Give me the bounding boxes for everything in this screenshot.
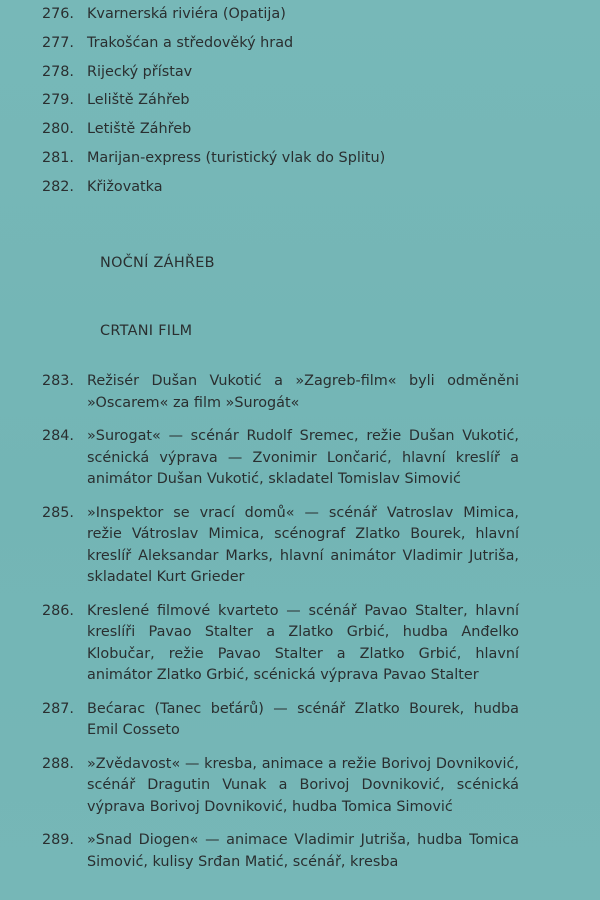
entry-text: Bećarac (Tanec beťárů) — scénář Zlatko Bourek, hudba Emil Cosseto — [87, 700, 519, 738]
list-item — [0, 371, 600, 414]
entry-number: 286. — [41, 602, 74, 619]
list-item — [0, 503, 600, 589]
list-item — [0, 62, 600, 84]
entry-text: »Surogat« — scénár Rudolf Sremec, režie Dušan Vukotić, scénická výprava — Zvonimir Lončarić, hlavní kreslíř a animátor Dušan Vukotić, skladatel Tomislav Simović — [87, 428, 519, 487]
list-item — [0, 699, 600, 742]
list-item — [0, 33, 600, 55]
entry-text: Trakošćan a středověký hrad — [87, 34, 294, 51]
list-item — [0, 148, 600, 170]
entry-text: Kreslené filmové kvarteto — scénář Pavao Stalter, hlavní kreslíři Pavao Stalter a Zlatko Grbić, hudba Anđelko Klobučar, režie Pavao Stalter a Zlatko Grbić, hlavní animátor Zlatko Grbić, scénická výprava Pavao Stalter — [87, 602, 519, 683]
section-heading-night: NOČNÍ ZÁHŘEB — [100, 255, 215, 271]
entry-text: Leliště Záhřeb — [87, 92, 190, 109]
entry-number: 288. — [41, 755, 74, 772]
entry-number: 279. — [41, 92, 74, 109]
entry-text: »Snad Diogen« — animace Vladimir Jutriša, hudba Tomica Simović, kulisy Srđan Matić, scénář, kresba — [87, 832, 519, 870]
list-item — [0, 754, 600, 819]
entry-list-top — [0, 4, 600, 206]
entry-text: Křižovatka — [87, 178, 163, 195]
list-item — [0, 90, 600, 112]
entry-number: 284. — [41, 428, 74, 444]
entry-text: Marijan-express (turistický vlak do Splitu) — [87, 149, 386, 166]
list-item — [0, 426, 600, 491]
entry-text: »Zvědavost« — kresba, animace a režie Borivoj Dovniković, scénář Dragutin Vunak a Borivoj Dovniković, scénická výprava Borivoj Dovniković, hudba Tomica Simović — [87, 755, 519, 815]
entry-number: 282. — [41, 178, 74, 195]
entry-number: 285. — [41, 504, 74, 521]
list-item — [0, 830, 600, 873]
entry-text: Kvarnerská riviéra (Opatija) — [87, 6, 286, 22]
entry-number: 281. — [41, 149, 74, 166]
entry-text: Rijecký přístav — [87, 63, 193, 80]
list-item — [0, 4, 600, 26]
entry-number: 283. — [41, 373, 74, 389]
section-heading-film: CRTANI FILM — [100, 323, 193, 339]
list-item — [0, 119, 600, 141]
list-item — [0, 177, 600, 199]
entry-text: Režisér Dušan Vukotić a »Zagreb-film« byli odměněni »Oscarem« za film »Surogát« — [87, 373, 519, 411]
entry-text: »Inspektor se vrací domů« — scénář Vatroslav Mimica, režie Vátroslav Mimica, scénograf Zlatko Bourek, hlavní kreslíř Aleksandar Marks, hlavní animátor Vladimir Jutriša, skladatel Kurt Grieder — [87, 504, 519, 585]
entry-number: 276. — [41, 6, 74, 22]
entry-number: 277. — [41, 34, 74, 51]
entry-number: 287. — [41, 700, 74, 717]
entry-number: 289. — [41, 832, 74, 848]
entry-number: 280. — [41, 121, 74, 138]
list-item — [0, 601, 600, 687]
entry-number: 278. — [41, 63, 74, 80]
entry-list-film — [0, 371, 600, 885]
entry-text: Letiště Záhřeb — [87, 121, 192, 138]
